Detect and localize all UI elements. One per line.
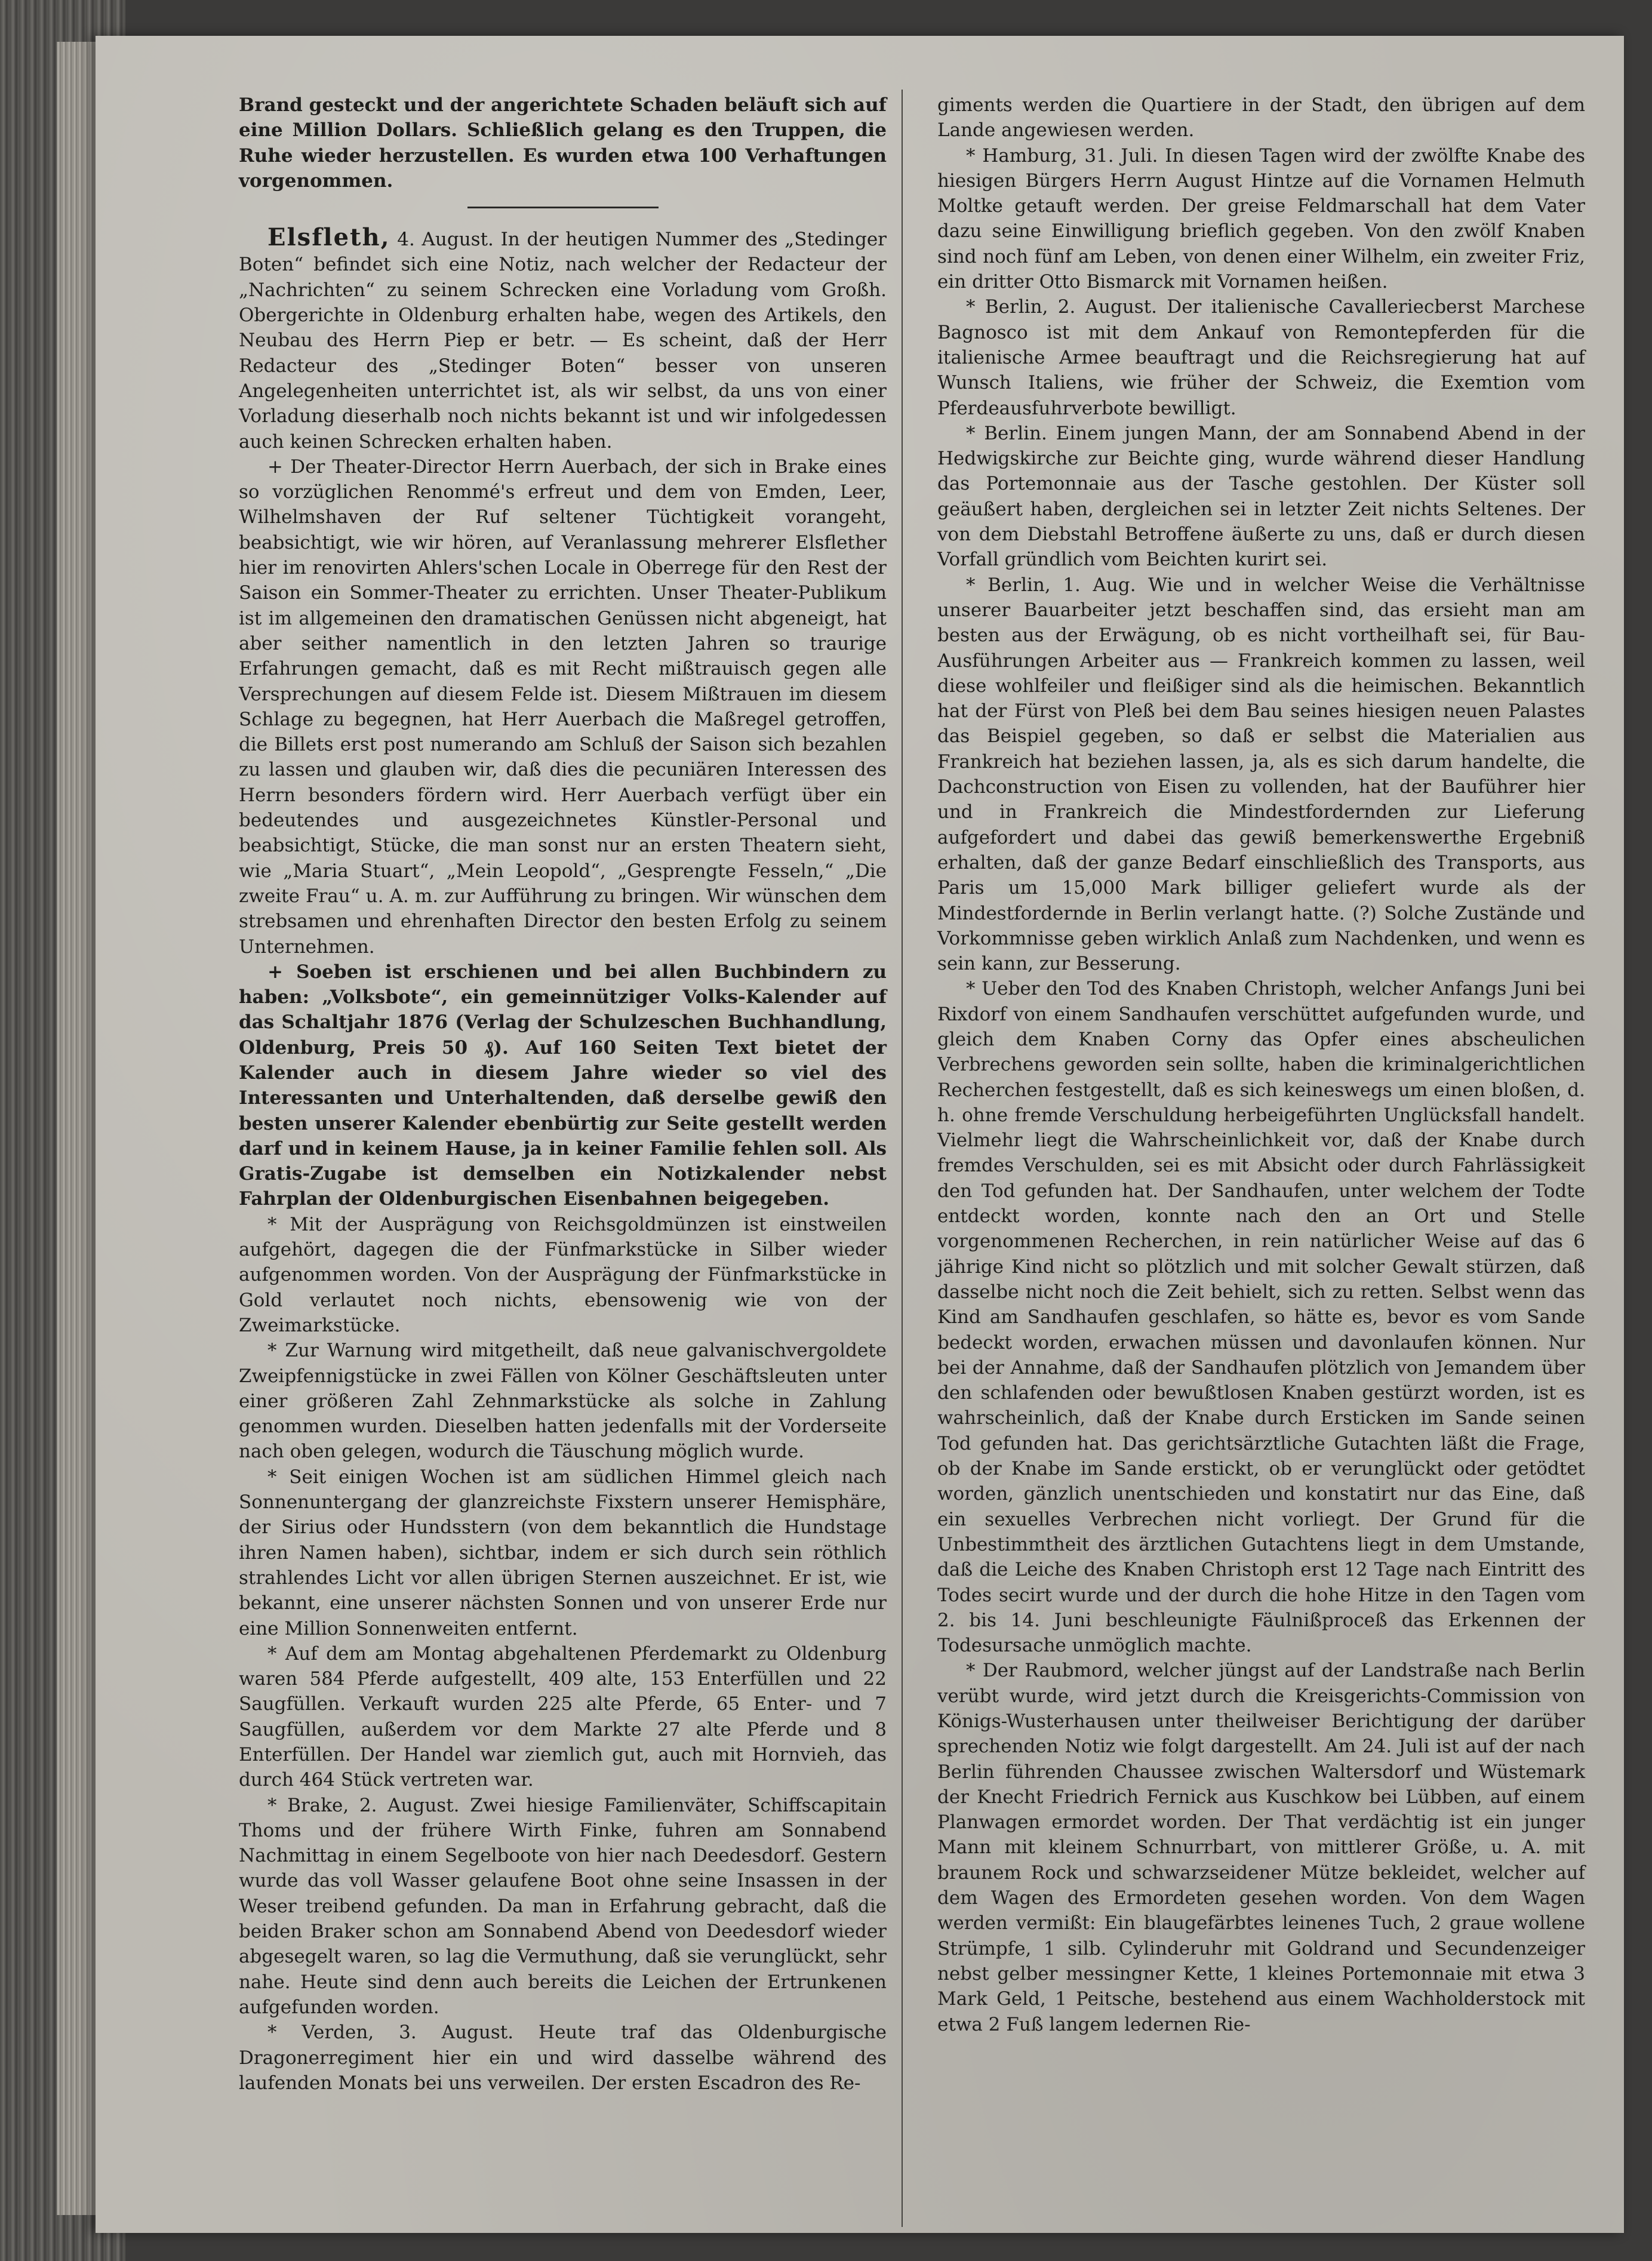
- article-raubmord: * Der Raubmord, welcher jüngst auf der Landstraße nach Berlin verübt wurde, wird jetzt durch die Kreisgerichts-Commission von Königs-Wusterhausen unter theilweiser Berichtigung der darüber sprechenden Notiz wie folgt dargestellt. Am 24. Juli ist auf der nach Berlin führenden Chaussee zwischen Waltersdorf und Wüstemark der Knecht Friedrich Fernick aus Kuschkow bei Lübben, auf einem Planwagen ermordet worden. Der That verdächtig ist ein junger Mann mit kleinem Schnurrbart, von mittlerer Größe, u. A. mit braunem Rock und schwarzseidener Mütze bekleidet, welcher auf dem Wagen des Ermordeten gesehen worden. Von dem Wagen werden vermißt: Ein blaugefärbtes leinenes Tuch, 2 graue wollene Strümpfe, 1 silb. Cylinderuhr mit Goldrand und Secundenzeiger nebst gelber messingner Kette, 1 kleines Portemonnaie mit etwa 3 Mark Geld, 1 Peitsche, bestehend aus einem Wachholderstock mit etwa 2 Fuß langem ledernen Rie-: [937, 1660, 1585, 2035]
- article-warnung: * Zur Warnung wird mitgetheilt, daß neue galvanischvergoldete Zweipfennigstücke in zwei Fällen von Kölner Geschäftsleuten unter einer größeren Zahl Zehnmarkstücke als solche in Zahlung genommen wurden. Dieselben hatten jedenfalls mit der Vorderseite nach oben gelegen, wodurch die Täuschung möglich wurde.: [239, 1340, 887, 1463]
- article-volksbote: + Soeben ist erschienen und bei allen Buchbindern zu haben: „Volksbote“, ein gemeinnütziger Volks-Kalender auf das Schaltjahr 1876 (Verlag der Schulzeschen Buchhandlung, Oldenburg, Preis 50 ₰). Auf 160 Seiten Text bietet der Kalender auch in diesem Jahre wieder so viel des Interessanten und Unterhaltenden, daß derselbe gewiß den besten unserer Kalender ebenbürtig zur Seite gestellt werden darf und in keinem Hause, ja in keiner Familie fehlen soll. Als Gratis-Zugabe ist demselben ein Notizkalender nebst Fahrplan der Oldenburgischen Eisenbahnen beigegeben.: [239, 961, 887, 1210]
- article-berlin-confession: * Berlin. Einem jungen Mann, der am Sonnabend Abend in der Hedwigskirche zur Beichte ging, wurde während dieser Handlung das Portemonnaie aus der Tasche gestohlen. Der Küster soll geäußert haben, dergleichen sei in letzter Zeit nichts Seltenes. Der von dem Diebstahl Betroffene äußerte zu uns, daß er durch diesen Vorfall gründlich vom Beichten kurirt sei.: [937, 422, 1585, 571]
- article-berlin-cavalry: * Berlin, 2. August. Der italienische Cavalleriecberst Marchese Bagnosco ist mit dem Ankauf von Remontepferden für die italienische Armee beauftragt und die Reichsregierung hat auf Wunsch Italiens, wie früher der Schweiz, die Exemtion vom Pferdeausfuhrverbote bewilligt.: [937, 296, 1585, 419]
- article-pferdemarkt: * Auf dem am Montag abgehaltenen Pferdemarkt zu Oldenburg waren 584 Pferde aufgestellt, 409 alte, 153 Enterfüllen und 22 Saugfüllen. Verkauft wurden 225 alte Pferde, 65 Enter- und 7 Saugfüllen, außerdem vor dem Markte 27 alte Pferde und 8 Enterfüllen. Der Handel war ziemlich gut, auch mit Hornvieh, das durch 464 Stück vertreten war.: [239, 1642, 887, 1791]
- newspaper-page: [96, 36, 1624, 2233]
- article-reichsgold: * Mit der Ausprägung von Reichsgoldmünzen ist einstweilen aufgehört, dagegen die der Fünfmarkstücke in Silber wieder aufgenommen worden. Von der Ausprägung der Fünfmarkstücke in Gold verlautet noch nichts, ebensowenig wie von der Zweimarkstücke.: [239, 1213, 887, 1336]
- dateline-elsfleth: Elsfleth,: [267, 223, 390, 252]
- article-christoph: * Ueber den Tod des Knaben Christoph, welcher Anfangs Juni bei Rixdorf von einem Sandhaufen verschüttet aufgefunden wurde, und gleich dem Knaben Corny das Opfer eines abscheulichen Verbrechens geworden sein sollte, haben die kriminalgerichtlichen Recherchen festgestellt, daß es sich keineswegs um einen bloßen, d. h. ohne fremde Verschuldung herbeigeführten Unglücksfall handelt. Vielmehr liegt die Wahrscheinlichkeit vor, daß der Knabe durch fremdes Verschulden, sei es mit Absicht oder durch Fahrlässigkeit den Tod gefunden hat. Der Sandhaufen, unter welchem der Todte entdeckt worden, konnte nach den an Ort und Stelle vorgenommenen Recherchen, in rein natürlicher Weise auf das 6 jährige Kind nicht so plötzlich und mit solcher Gewalt stürzen, daß dasselbe nicht noch die Zeit behielt, sich zu retten. Selbst wenn das Kind am Sandhaufen geschlafen, so hätte es, bevor es vom Sande bedeckt worden, erwachen müssen und davonlaufen können. Nur bei der Annahme, daß der Sandhaufen plötzlich von Jemandem über den schlafenden oder bewußtlosen Knaben gestürzt worden, ist es wahrscheinlich, daß der Knabe durch Ersticken im Sande seinen Tod gefunden hat. Das gerichtsärztliche Gutachten läßt die Frage, ob der Knabe im Sande erstickt, ob er verunglückt oder getödtet worden, gänzlich unentschieden und konstatirt nur das Eine, daß ein sexuelles Verbrechen nicht vorliegt. Der Grund für die Unbestimmtheit des ärztlichen Gutachtens liegt in dem Umstande, daß die Leiche des Knaben Christoph erst 12 Tage nach Eintritt des Todes secirt wurde und der durch die hohe Hitze in den Tagen vom 2. bis 14. Juni beschleunigte Fäulnißproceß das Erkennen der Todesursache unmöglich machte.: [937, 978, 1585, 1657]
- article-berlin-construction: * Berlin, 1. Aug. Wie und in welcher Weise die Verhältnisse unserer Bauarbeiter jetzt beschaffen sind, das ersieht man am besten aus der Erwägung, ob es nicht vortheilhaft sei, für Bau-Ausführungen Arbeiter aus — Frankreich kommen zu lassen, weil diese wohlfeiler und fleißiger sind als die heimischen. Bekanntlich hat der Fürst von Pleß bei dem Bau seines hiesigen neuen Palastes das Beispiel gegeben, so daß er selbst die Materialien aus Frankreich hat beziehen lassen, ja, als es sich darum handelte, die Dachconstruction von Eisen zu vollenden, hat der Bauführer hier und in Frankreich die Mindestfordernden zur Lieferung aufgefordert und dabei das gewiß bemerkenswerthe Ergebniß erhalten, daß der ganze Bedarf einschließlich des Transports, aus Paris um 15,000 Mark billiger geliefert wurde als der Mindestfordernde in Berlin verlangt hatte. (?) Solche Zustände und Vorkommnisse geben wirklich Anlaß zum Nachdenken, und wenn es sein kann, zur Besserung.: [937, 574, 1585, 975]
- section-separator: [467, 207, 659, 208]
- article-verden-continued: giments werden die Quartiere in der Stadt, den übrigen auf dem Lande angewiesen werden.: [937, 94, 1585, 141]
- article-brake: * Brake, 2. August. Zwei hiesige Familienväter, Schiffscapitain Thoms und der frühere Wirth Finke, fuhren am Sonnabend Nachmittag in einem Segelboote von hier nach Deedesdorf. Gestern wurde das voll Wasser gelaufene Boot ohne seine Insassen in der Weser treibend gefunden. Da man in Erfahrung gebracht, daß die beiden Braker schon am Sonnabend Abend von Deedesdorf wieder abgesegelt waren, so lag die Vermuthung, daß sie verunglückt, sehr nahe. Heute sind denn auch bereits die Leichen der Ertrunkenen aufgefunden worden.: [239, 1794, 887, 2018]
- article-theater: + Der Theater-Director Herrn Auerbach, der sich in Brake eines so vorzüglichen Renommé's erfreut und dem von Emden, Leer, Wilhelmshaven der Ruf seltener Tüchtigkeit vorangeht, beabsichtigt, wie wir hören, auf Veranlassung mehrerer Elsflether hier im renovirten Ahlers'schen Locale in Oberrege für den Rest der Saison ein Sommer-Theater zu errichten. Unser Theater-Publikum ist im allgemeinen den dramatischen Genüssen nicht abgeneigt, hat aber seither namentlich in den letzten Jahren so traurige Erfahrungen gemacht, daß es mit Recht mißtrauisch gegen alle Versprechungen auf diesem Felde ist. Diesem Mißtrauen im diesem Schlage zu begegnen, hat Herr Auerbach die Maßregel getroffen, die Billets erst post numerando am Schluß der Saison sich bezahlen zu lassen und glauben wir, daß dies die pecuniären Interessen des Herrn besonders fördern wird. Herr Auerbach verfügt über ein bedeutendes und ausgezeichnetes Künstler-Personal und beabsichtigt, Stücke, die man sonst nur an ersten Theatern sieht, wie „Maria Stuart“, „Mein Leopold“, „Gesprengte Fesseln,“ „Die zweite Frau“ u. A. m. zur Aufführung zu bringen. Wir wünschen dem strebsamen und ehrenhaften Director den besten Erfolg zu seinem Unternehmen.: [239, 456, 887, 958]
- right-column: [937, 93, 1585, 2037]
- article-sirius: * Seit einigen Wochen ist am südlichen Himmel gleich nach Sonnenuntergang der glanzreichste Fixstern unserer Hemisphäre, der Sirius oder Hundsstern (von dem bekanntlich die Hundstage ihren Namen haben), sichtbar, indem er sich durch sein röthlich strahlendes Licht vor allen übrigen Sternen auszeichnet. Er ist, wie bekannt, eine unserer nächsten Sonnen und von unserer Erde nur eine Million Sonnenweiten entfernt.: [239, 1466, 887, 1639]
- article-hamburg: * Hamburg, 31. Juli. In diesen Tagen wird der zwölfte Knabe des hiesigen Bürgers Herrn August Hintze auf die Vornamen Helmuth Moltke getauft werden. Der greise Feldmarschall hat dem Vater dazu seine Einwilligung brieflich gegeben. Von den zwölf Knaben sind noch fünf am Leben, von denen einer Wilhelm, ein zweiter Friz, ein dritter Otto Bismarck mit Vornamen heißen.: [937, 144, 1585, 293]
- article-fragment-fire: Brand gesteckt und der angerichtete Schaden beläuft sich auf eine Million Dollars. Schließlich gelang es den Truppen, die Ruhe wieder herzustellen. Es wurden etwa 100 Verhaftungen vorgenommen.: [239, 94, 887, 192]
- article-elsfleth-body: 4. August. In der heutigen Nummer des „Stedinger Boten“ befindet sich eine Notiz, nach welcher der Redacteur der „Nachrichten“ zu seinem Schrecken eine Vorladung vom Großh. Obergerichte in Oldenburg erhalten habe, wegen des Artikels, den Neubau des Herrn Piep er betr. — Es scheint, daß der Herr Redacteur des „Stedinger Boten“ besser von unseren Angelegenheiten unterrichtet ist, als wir selbst, da uns von einer Vorladung dieserhalb noch nichts bekannt ist und wir infolgedessen auch keinen Schrecken erhalten haben.: [239, 229, 887, 453]
- left-column: [239, 93, 887, 2096]
- article-elsfleth: [239, 225, 887, 454]
- article-verden: * Verden, 3. August. Heute traf das Oldenburgische Dragonerregiment hier ein und wird dasselbe während des laufenden Monats bei uns verweilen. Der ersten Escadron des Re-: [239, 2022, 887, 2094]
- column-divider-rule: [902, 90, 903, 2227]
